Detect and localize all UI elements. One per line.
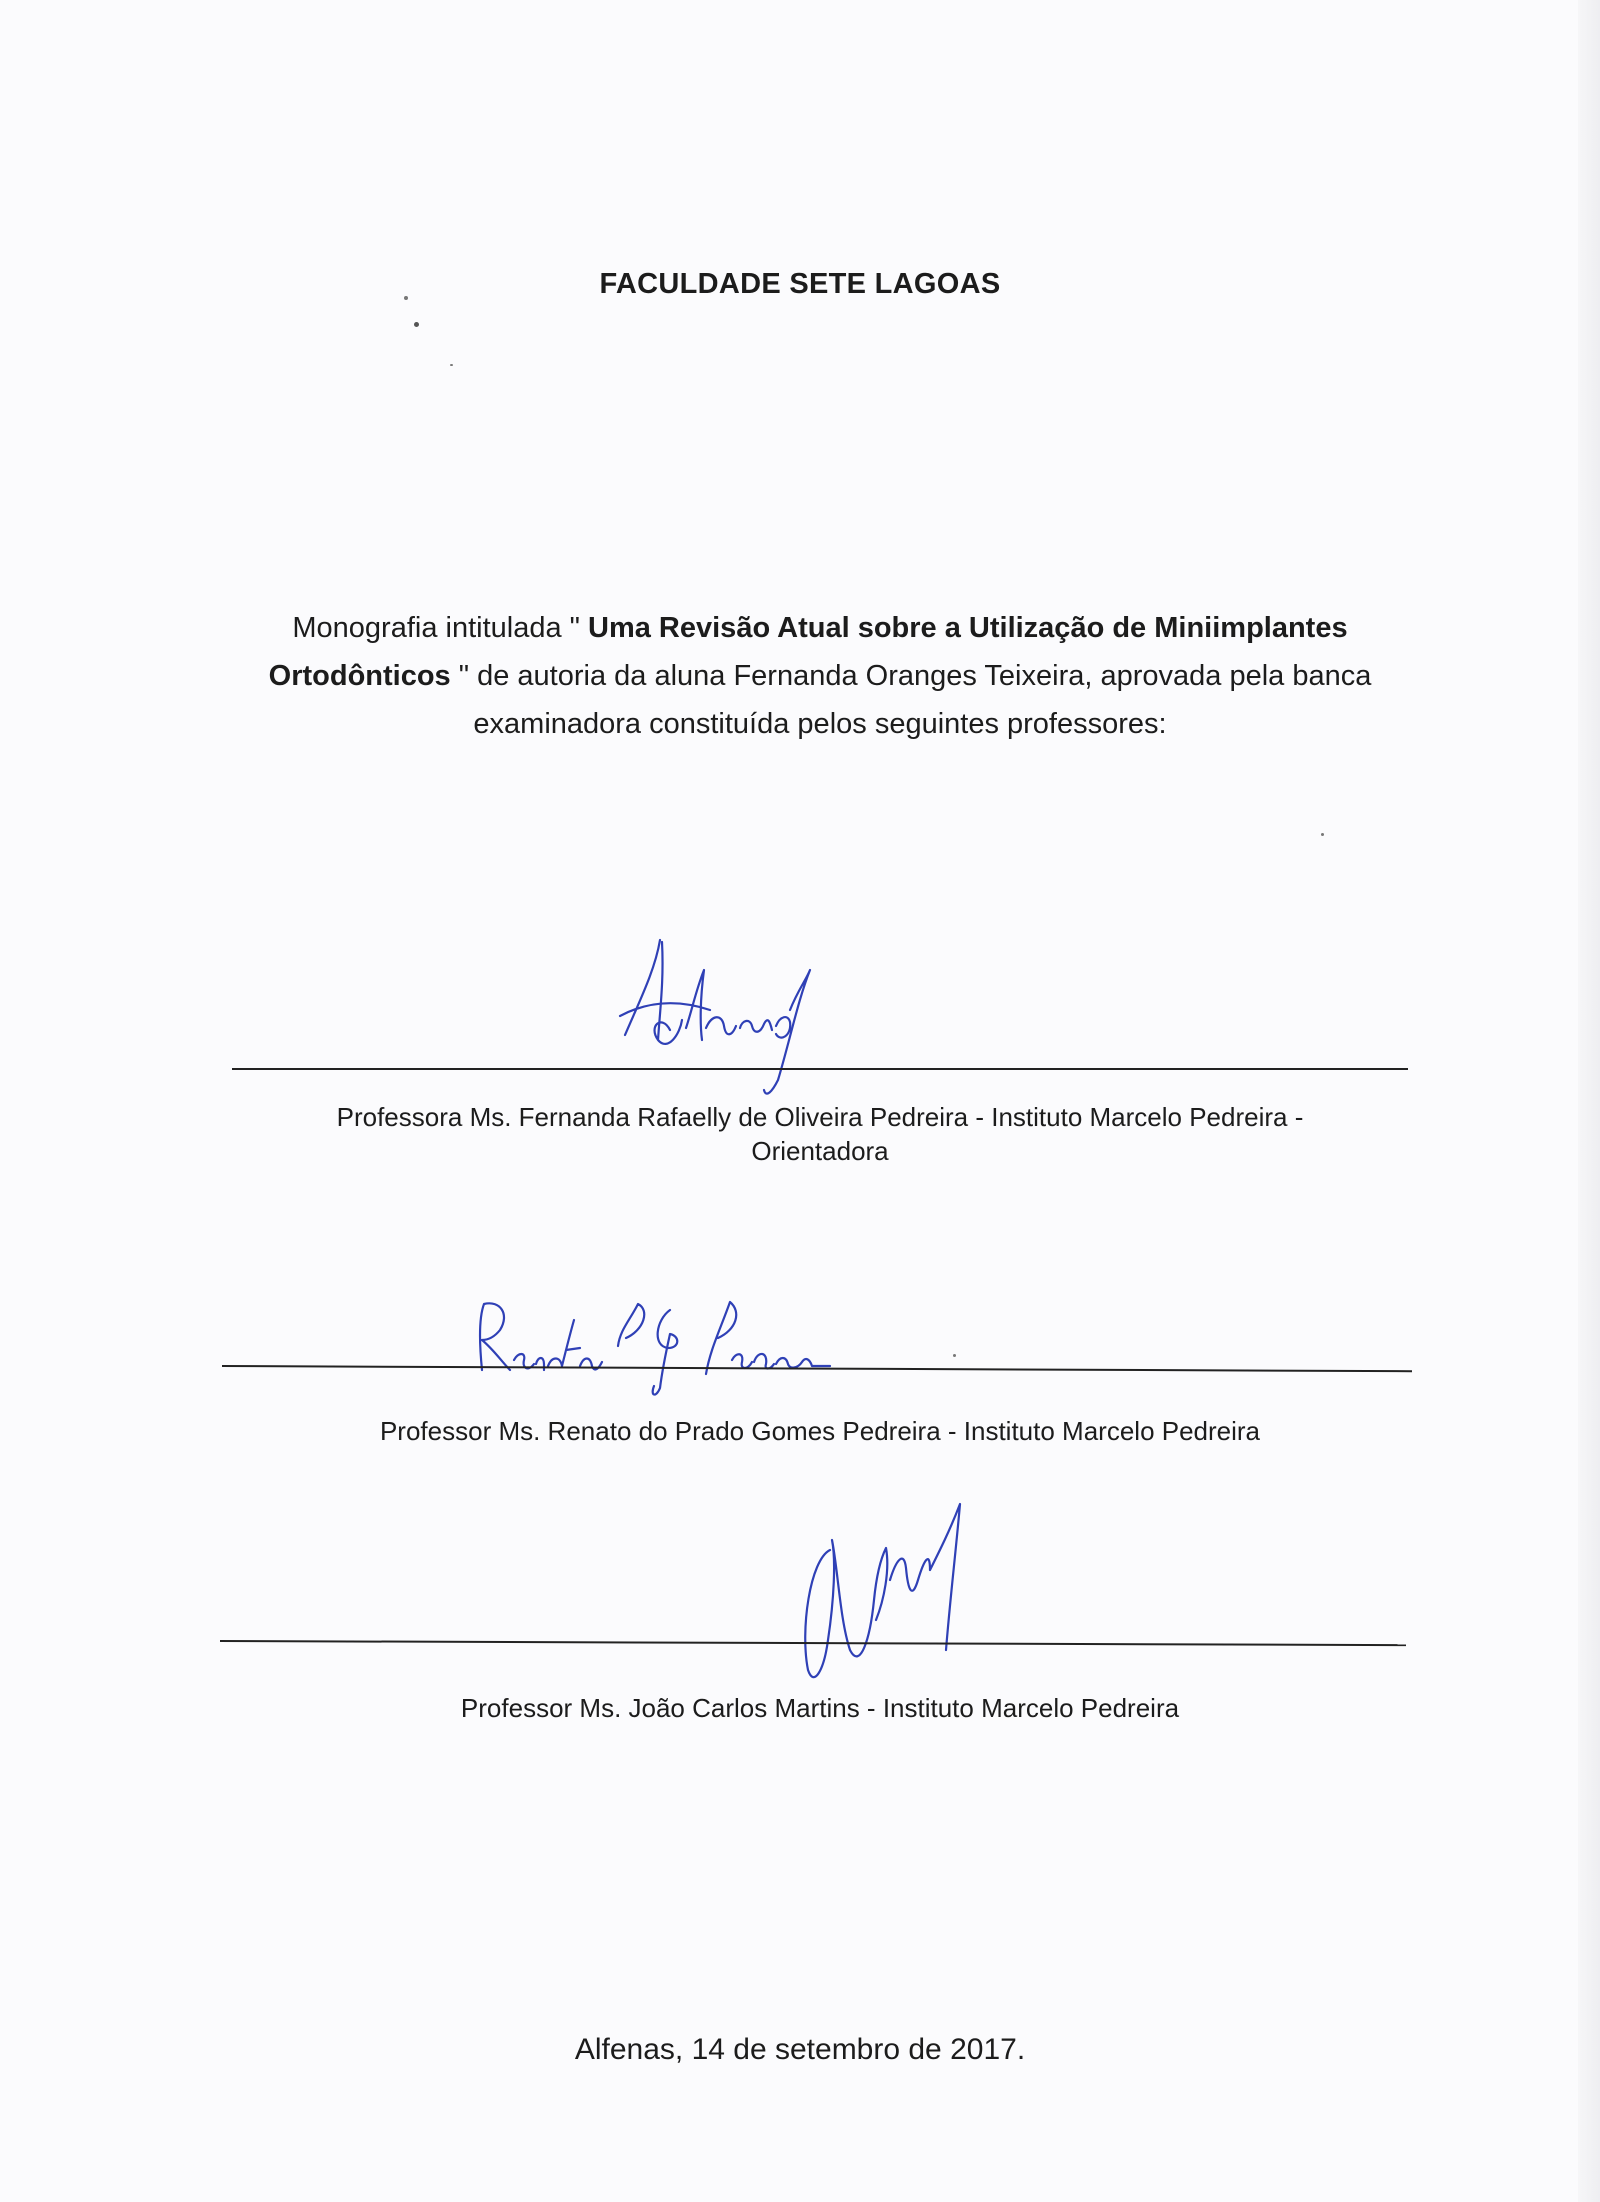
monograph-title: Uma Revisão Atual sobre a Utilização de Miniimplantes Ortodônticos	[268, 612, 1348, 692]
signature-2-icon	[470, 1290, 870, 1400]
page-edge	[1578, 0, 1600, 2202]
scan-speck	[450, 364, 453, 366]
approval-prefix: Monografia intitulada "	[292, 612, 589, 644]
examiner-2-name: Professor Ms. Renato do Prado Gomes Pedreira - Instituto Marcelo Pedreira	[379, 1416, 1261, 1446]
signature-3-icon	[790, 1490, 1000, 1690]
approval-statement	[240, 604, 1400, 748]
examiner-3-name: Professor Ms. João Carlos Martins - Instituto Marcelo Pedreira	[460, 1693, 1180, 1723]
signature-1-icon	[600, 930, 820, 1100]
examiner-3	[230, 1691, 1410, 1725]
examiner-2	[230, 1414, 1410, 1448]
examiner-1	[230, 1100, 1410, 1168]
examiner-1-role: Orientadora	[751, 1136, 889, 1166]
scan-speck	[1321, 833, 1324, 836]
scan-speck	[414, 322, 419, 327]
place-and-date: Alfenas, 14 de setembro de 2017.	[574, 2033, 1026, 2066]
institution-heading: FACULDADE SETE LAGOAS	[599, 268, 1001, 300]
examiner-1-name: Professora Ms. Fernanda Rafaelly de Oliveira Pedreira - Instituto Marcelo Pedreira -	[336, 1102, 1304, 1132]
scan-speck	[953, 1354, 956, 1357]
signature-line-1	[232, 1068, 1408, 1070]
approval-suffix: " de autoria da aluna Fernanda Oranges Teixeira, aprovada pela banca examinadora constituída pelos seguintes professores:	[450, 660, 1372, 740]
